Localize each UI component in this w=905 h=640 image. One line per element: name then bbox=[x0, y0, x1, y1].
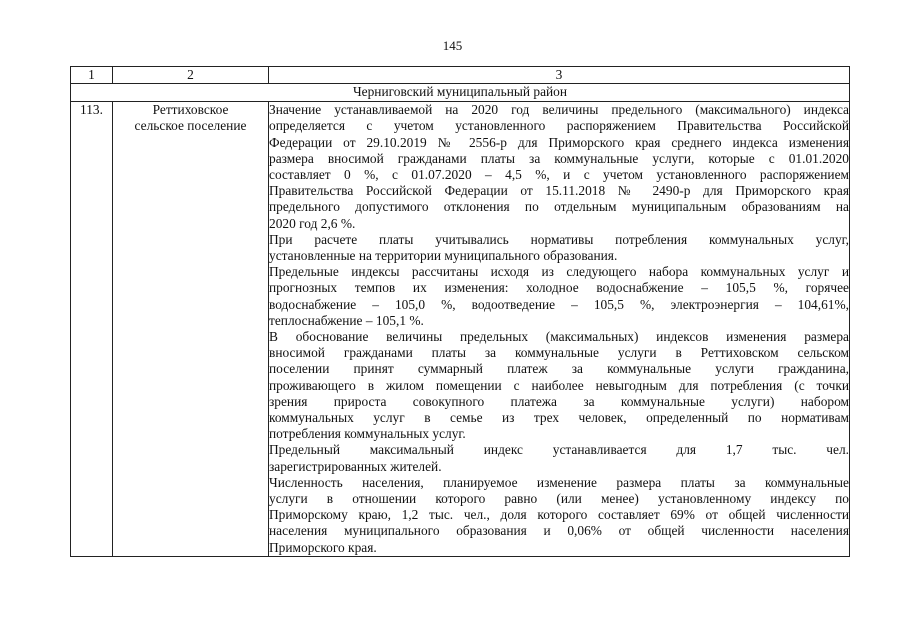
region-title: Черниговский муниципальный район bbox=[71, 84, 850, 102]
settlement-name bbox=[113, 102, 269, 557]
text-line: коммунальных услуг в семье из трех человек, определенный по нормативам bbox=[269, 410, 849, 426]
description-paragraph bbox=[269, 232, 849, 264]
table-row bbox=[71, 102, 850, 557]
settlement-name-line: Реттиховское bbox=[152, 102, 229, 118]
text-line: потребления коммунальных услуг. bbox=[269, 426, 466, 442]
text-line: Федерации от 29.10.2019 № 2556-р для Приморского края среднего индекса изменения bbox=[269, 134, 849, 150]
description-paragraph bbox=[269, 475, 849, 556]
text-line: услуги в отношении которого равно (или менее) установленному индексу по bbox=[269, 491, 849, 507]
text-line: зрения прироста совокупного платежа за коммунальные услуги) набором bbox=[269, 393, 849, 409]
text-line: составляет 0 %, с 01.07.2020 – 4,5 %, и с учетом установленного распоряжением bbox=[269, 167, 849, 183]
page-number: 145 bbox=[442, 38, 463, 53]
text-line: прогнозных темпов их изменения: холодное водоснабжение – 105,5 %, горячее bbox=[269, 280, 849, 296]
text-line: теплоснабжение – 105,1 %. bbox=[269, 312, 424, 328]
text-line: проживающего в жилом помещении с наиболее невыгодным для потребления (с точки bbox=[269, 377, 849, 393]
text-line: При расчете платы учитывались нормативы потребления коммунальных услуг, bbox=[269, 231, 849, 247]
description-paragraph bbox=[269, 329, 849, 442]
text-line: зарегистрированных жителей. bbox=[269, 458, 442, 474]
region-row bbox=[71, 84, 850, 102]
text-line: населения муниципального образования и 0,06% от общей численности населения bbox=[269, 523, 849, 539]
row-number: 113. bbox=[71, 102, 113, 557]
settlement-name-line: сельское поселение bbox=[134, 118, 247, 134]
column-header-1: 1 bbox=[71, 67, 113, 84]
text-line: Предельный максимальный индекс устанавливается для 1,7 тыс. чел. bbox=[269, 442, 849, 458]
text-line: Приморскому краю, 1,2 тыс. чел., доля которого составляет 69% от общей численности bbox=[269, 507, 849, 523]
text-line: Правительства Российской Федерации от 15.11.2018 № 2490-р для Приморского края bbox=[269, 183, 849, 199]
text-line: размера вносимой гражданами платы за коммунальные услуги, которые с 01.01.2020 bbox=[269, 150, 849, 166]
table-header-row bbox=[71, 67, 850, 84]
column-header-2: 2 bbox=[113, 67, 269, 84]
description-cell bbox=[269, 102, 850, 557]
text-line: Приморского края. bbox=[269, 539, 377, 555]
description-paragraph bbox=[269, 442, 849, 474]
text-line: вносимой гражданами платы за коммунальные услуги в Реттиховском сельском bbox=[269, 345, 849, 361]
description-paragraph bbox=[269, 264, 849, 329]
text-line: Численность населения, планируемое изменение размера платы за коммунальные bbox=[269, 474, 849, 490]
text-line: поселении принят суммарный платеж за коммунальные услуги гражданина, bbox=[269, 361, 849, 377]
description-paragraph bbox=[269, 102, 849, 232]
document-table bbox=[70, 66, 850, 557]
text-line: водоснабжение – 105,0 %, водоотведение – 105,5 %, электроэнергия – 104,61%, bbox=[269, 296, 849, 312]
column-header-3: 3 bbox=[269, 67, 850, 84]
text-line: Предельные индексы рассчитаны исходя из следующего набора коммунальных услуг и bbox=[269, 264, 849, 280]
text-line: предельного допустимого отклонения по отдельным муниципальным образованиям на bbox=[269, 199, 849, 215]
text-line: Значение устанавливаемой на 2020 год величины предельного (максимального) индекса bbox=[269, 102, 849, 118]
text-line: В обоснование величины предельных (максимальных) индексов изменения размера bbox=[269, 329, 849, 345]
text-line: 2020 год 2,6 %. bbox=[269, 215, 356, 231]
text-line: определяется с учетом установленного распоряжением Правительства Российской bbox=[269, 118, 849, 134]
text-line: установленные на территории муниципального образования. bbox=[269, 248, 618, 264]
